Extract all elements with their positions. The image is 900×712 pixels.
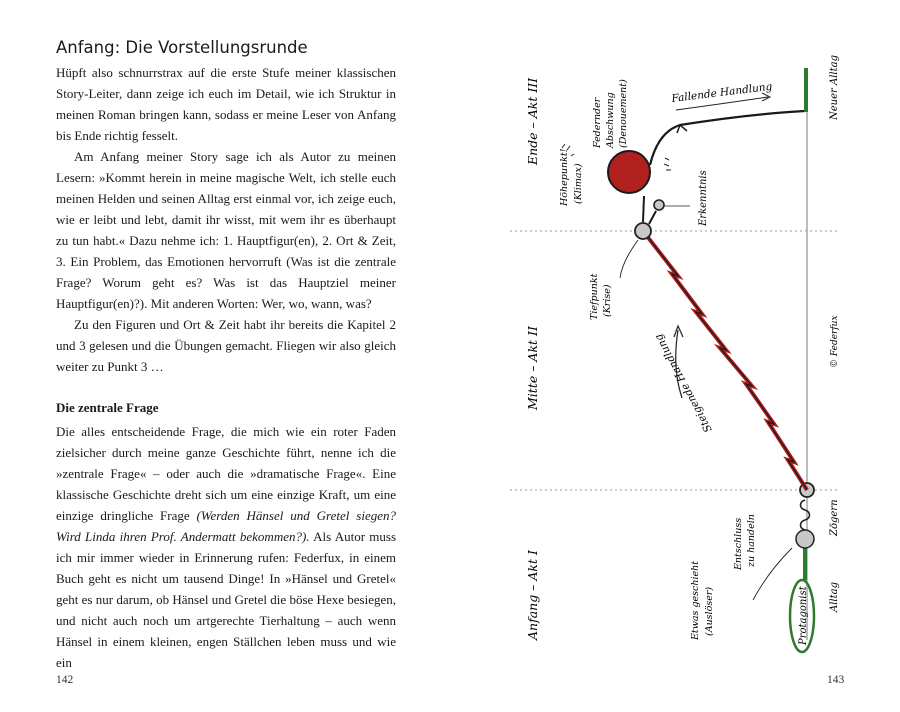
act-label-2: Mitte – Akt II bbox=[525, 326, 540, 410]
inciting-incident-node bbox=[796, 530, 814, 548]
climax-node bbox=[608, 151, 650, 193]
dark-moment-pointer bbox=[620, 240, 638, 278]
denouement-label-2: Abschwung bbox=[605, 92, 616, 148]
right-page bbox=[450, 0, 900, 712]
new-everyday-life-label: Neuer Alltag bbox=[829, 55, 840, 120]
rising-action-arrowhead bbox=[674, 326, 683, 337]
section-text-part-2: Als Autor muss ich mir immer wieder in Erinnerung rufen: Federfux, in einem Buch geht es nicht um tausend Dinge! In »Hänsel und Gretel« geht es nur darum, ob Hänsel und Gretel die böse Hexe besiegen, und nicht auch noch um artgerechte Tierhaltung – auch wenn Hänsel in einem kleinen, engen Ställchen leben muss und wie ein bbox=[56, 529, 397, 670]
climax-sparks-right bbox=[664, 158, 671, 170]
realization-connector bbox=[649, 211, 656, 224]
page-number-left: 142 bbox=[56, 674, 74, 686]
section-text bbox=[56, 421, 396, 673]
realization-label: Erkenntnis bbox=[698, 170, 709, 226]
hesitation-label: Zögern bbox=[829, 499, 840, 536]
paragraph-2: Am Anfang meiner Story sage ich als Autor zu meinen Lesern: »Kommt herein in meine magische Welt, ich stelle euch meinen Helden und seinen Alltag erst einmal vor, ich zeige euch, wie er leibt und lebt, damit ihr wisst, mit wem ihr es überhaupt zu tun habt.« Dazu nehme ich: 1. Hauptfigur(en), 2. Ort & Zeit, 3. Ein Problem, das Emotionen hervorruft (Was ist die zentrale Frage? Worum geht es? Was ist das Hauptziel meiner Hauptfigur(en)?). Mit anderen Worten: Wer, wo, wann, was? bbox=[56, 149, 396, 311]
denouement-label-1: Federnder bbox=[592, 97, 603, 148]
section-paragraph bbox=[56, 421, 396, 673]
denouement-label-3: (Denouement) bbox=[618, 79, 629, 148]
act-label-1: Anfang – Akt I bbox=[525, 550, 540, 640]
dark-moment-label-1: Tiefpunkt bbox=[589, 273, 600, 320]
falling-action-label: Fallende Handlung bbox=[670, 80, 773, 105]
act-label-3: Ende – Akt III bbox=[525, 77, 540, 165]
decision-label-1: Entschluss bbox=[733, 517, 744, 570]
dark-moment-label-2: (Krise) bbox=[602, 284, 613, 317]
inciting-incident-label-1: Etwas geschieht bbox=[690, 560, 701, 640]
dark-moment-node bbox=[635, 223, 651, 239]
intro-text bbox=[56, 62, 396, 377]
inciting-incident-pointer bbox=[753, 548, 792, 600]
climax-connector bbox=[643, 196, 644, 222]
hesitation-spring bbox=[801, 500, 810, 530]
climax-label-1: Höhepunkt! bbox=[559, 148, 570, 206]
story-structure-diagram bbox=[450, 0, 900, 712]
falling-action-line bbox=[650, 111, 805, 165]
paragraph-1: Hüpft also schnurrstrax auf die erste Stufe meiner klassischen Story-Leiter, dann zeige ich euch im Detail, wie ich Struktur in meinen Roman bringen kann, sodass er meine Leser von Anfang bis Ende richtig fesselt. bbox=[56, 65, 396, 143]
inciting-incident-label-2: (Auslöser) bbox=[704, 586, 715, 636]
climax-label-2: (Klimax) bbox=[573, 163, 584, 204]
decision-label-2: zu handeln bbox=[746, 514, 757, 567]
realization-node bbox=[654, 200, 664, 210]
copyright-mark: © Federfux bbox=[830, 315, 840, 368]
protagonist-label: Protagonist bbox=[798, 586, 809, 645]
everyday-life-label: Alltag bbox=[829, 582, 840, 612]
page-heading: Anfang: Die Vorstellungsrunde bbox=[56, 38, 308, 57]
section-italic-questions: (Werden Hänsel und Gretel siegen? Wird Linda ihren Prof. Andermatt bekommen?). bbox=[56, 508, 396, 544]
section-text-part-1: Die alles entscheidende Frage, die mich wie ein roter Faden zielsicher durch meine ganze Geschichte führt, nenne ich die »zentrale Frage« – oder auch die »dramatische Frage«. Eine klassische Geschichte dreht sich um eine einzige Kraft, um eine einzige dringliche Frage bbox=[56, 424, 396, 523]
section-heading: Die zentrale Frage bbox=[56, 400, 159, 415]
rising-action-label: Steigende Handlung bbox=[652, 331, 715, 435]
paragraph-3: Zu den Figuren und Ort & Zeit habt ihr bereits die Kapitel 2 und 3 gelesen und die Übungen gemacht. Fliegen wir also gleich weiter zu Punkt 3 … bbox=[56, 317, 396, 374]
page-number-right: 143 bbox=[827, 674, 845, 686]
